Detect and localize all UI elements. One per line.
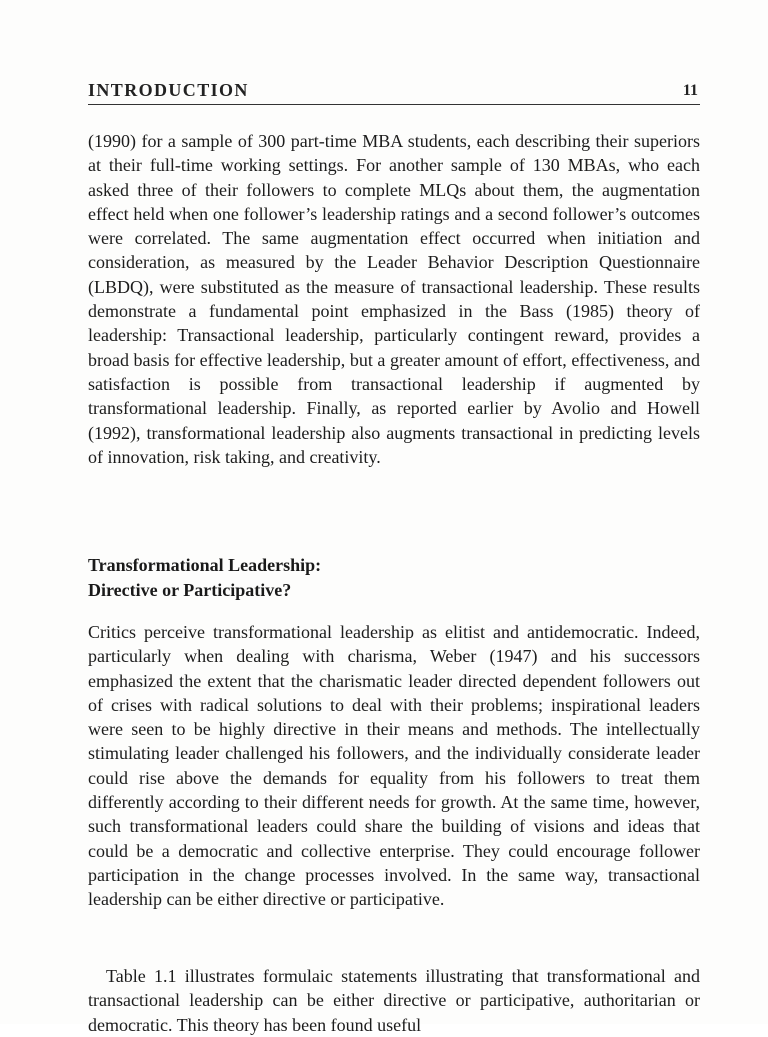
running-header (88, 78, 700, 105)
section-heading (88, 553, 700, 602)
section-heading-line-2: Directive or Participative? (88, 579, 292, 600)
paragraph-table-reference: Table 1.1 illustrates formulaic statements illustrating that transformational and transactional leadership can be either directive or participative, authoritarian or democratic. This theory has been found useful (88, 966, 700, 1035)
page-number: 11 (682, 82, 698, 99)
paragraph-augmentation: (1990) for a sample of 300 part-time MBA students, each describing their superiors at their full-time working settings. For another sample of 130 MBAs, who each asked three of their followers to complete MLQs about them, the augmentation effect held when one follower’s leadership ratings and a second follower’s outcomes were correlated. The same augmentation effect occurred when initiation and consideration, as measured by the Leader Behavior Description Questionnaire (LBDQ), were substituted as the measure of transactional leadership. These results demonstrate a fundamental point emphasized in the Bass (1985) theory of leadership: Transactional leadership, particularly contingent reward, provides a broad basis for effective leadership, but a greater amount of effort, effectiveness, and satisfaction is possible from transactional leadership if augmented by transformational leadership. Finally, as reported earlier by Avolio and Howell (1992), transformational leadership also augments transactional in predicting levels of innovation, risk taking, and creativity. (88, 131, 700, 467)
chapter-title: INTRODUCTION (88, 80, 249, 100)
section-heading-line-1: Transformational Leadership: (88, 555, 322, 575)
paragraph-critics: Critics perceive transformational leadership as elitist and antidemocratic. Indeed, particularly when dealing with charisma, Weber (1947) and his successors emphasized the extent that the charismatic leader directed dependent followers out of crises with radical solutions to deal with their problems; inspirational leaders were seen to be highly directive in their means and methods. The intellectually stimulating leader challenged his followers, and the individually considerate leader could rise above the demands for equality from his followers to treat them differently according to their different needs for growth. At the same time, however, such transformational leaders could share the building of visions and ideas that could be a democratic and collective enterprise. They could encourage follower participation in the change processes involved. In the same way, transactional leadership can be either directive or participative. (88, 622, 700, 910)
